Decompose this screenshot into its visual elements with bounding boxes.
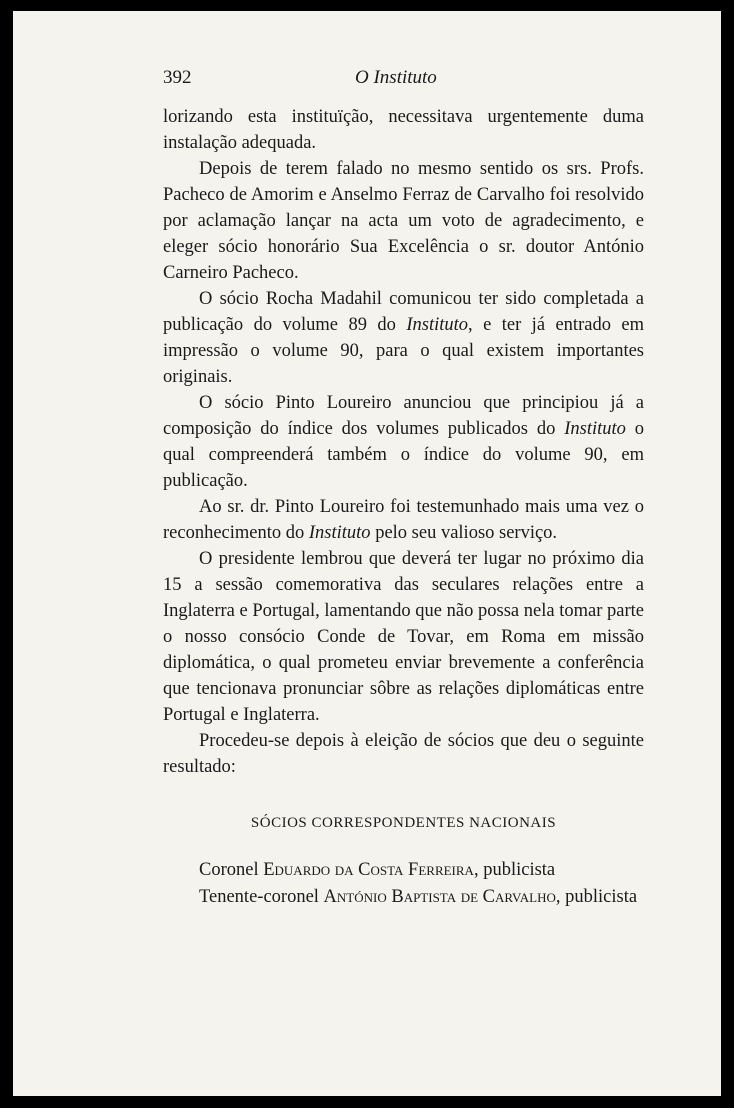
paragraph: Ao sr. dr. Pinto Loureiro foi testemunhado mais uma vez o reconhecimento do Instituto pelo seu valioso serviço.	[163, 497, 644, 543]
journal-title: Instituto	[308, 523, 371, 543]
book-page	[13, 11, 721, 1096]
member-name: Eduardo da Costa Ferreira	[263, 860, 474, 880]
member-list	[199, 857, 649, 911]
paragraph: O presidente lembrou que deverá ter lugar no próximo dia 15 a sessão comemorativa das seculares relações entre a Inglaterra e Portugal, lamentando que não possa nela tomar parte o nosso consócio Conde de Tovar, em Roma em missão diplomática, o qual prometeu enviar brevemente a conferência que tencionava pronunciar sôbre as relações diplomáticas entre Portugal e Inglaterra.	[163, 549, 644, 725]
journal-title: Instituto	[406, 315, 468, 335]
paragraph: lorizando esta instituïção, necessitava urgentemente duma instalação adequada.	[163, 107, 644, 153]
member-entry: Tenente-coronel António Baptista de Carvalho, publicista	[199, 887, 638, 907]
body-text	[163, 104, 644, 780]
running-title: O Instituto	[355, 67, 437, 88]
journal-title: Instituto	[564, 419, 626, 439]
member-name: António Baptista de Carvalho	[323, 887, 556, 907]
paragraph: O sócio Rocha Madahil comunicou ter sido completada a publicação do volume 89 do Instituto, e ter já entrado em impressão o volume 90, para o qual existem importantes originais.	[163, 289, 644, 387]
paragraph: Procedeu-se depois à eleição de sócios que deu o seguinte resultado:	[163, 731, 644, 777]
member-entry: Coronel Eduardo da Costa Ferreira, publicista	[199, 860, 556, 880]
page-header	[163, 67, 653, 91]
section-heading: SÓCIOS CORRESPONDENTES NACIONAIS	[250, 815, 557, 831]
paragraph: O sócio Pinto Loureiro anunciou que principiou já a composição do índice dos volumes publicados do Instituto o qual compreenderá também o índice do volume 90, em publicação.	[163, 393, 645, 491]
page-number: 392	[163, 67, 192, 88]
paragraph: Depois de terem falado no mesmo sentido os srs. Profs. Pacheco de Amorim e Anselmo Ferraz de Carvalho foi resolvido por aclamação lançar na acta um voto de agradecimento, e eleger sócio honorário Sua Excelência o sr. doutor António Carneiro Pacheco.	[163, 159, 644, 283]
